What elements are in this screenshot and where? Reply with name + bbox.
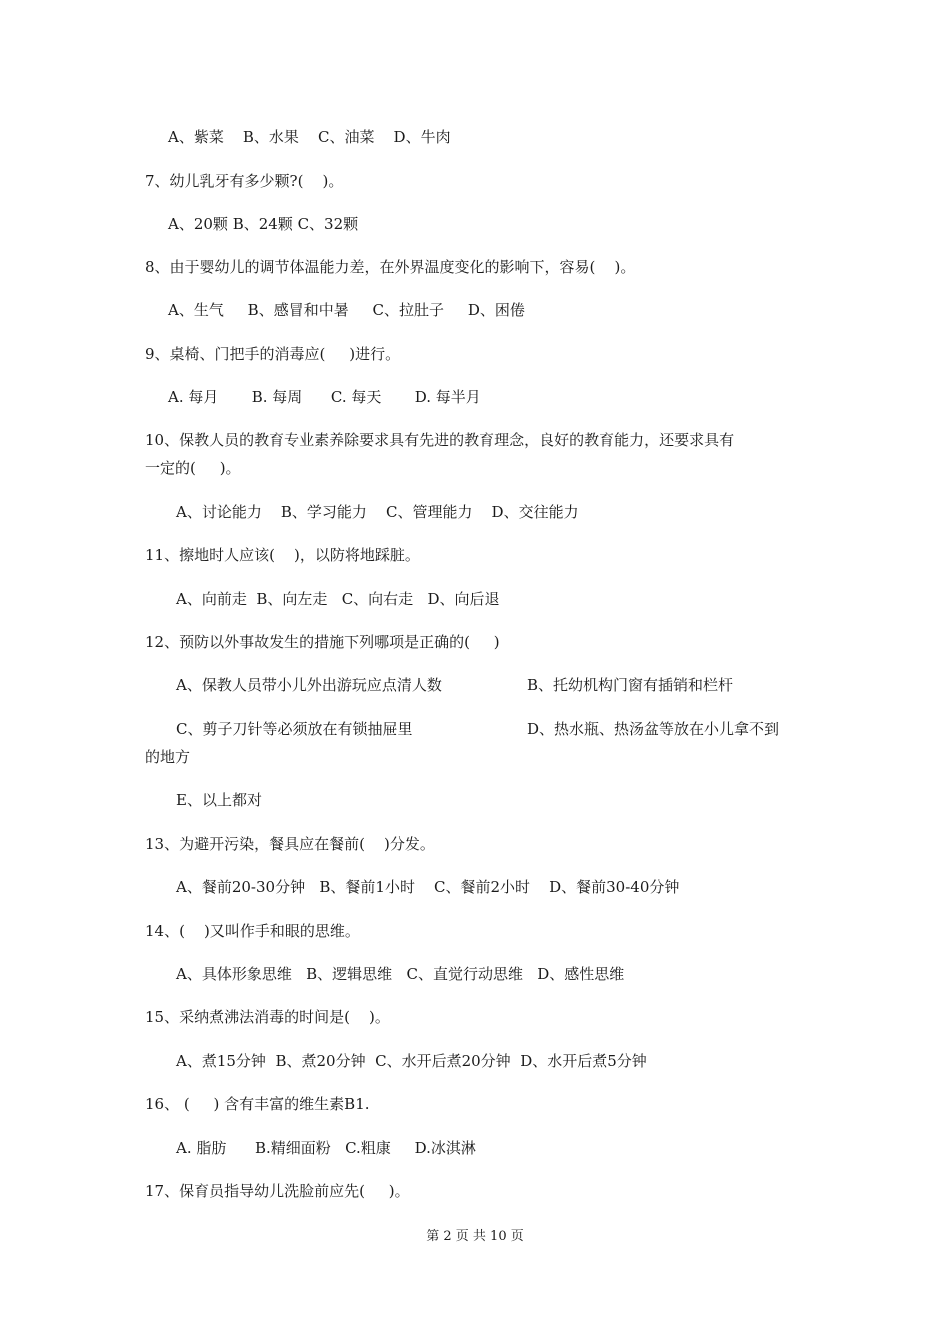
q12-option-a: A、保教人员带小儿外出游玩应点清人数	[176, 676, 442, 694]
q12-option-e: E、以上都对	[176, 791, 262, 809]
question-14: 14、( )又叫作手和眼的思维。	[145, 922, 360, 940]
page-footer: 第 2 页 共 10 页	[426, 1229, 524, 1244]
q6-options: A、紫菜 B、水果 C、油菜 D、牛肉	[168, 128, 451, 146]
q13-options: A、餐前20-30分钟 B、餐前1小时 C、餐前2小时 D、餐前30-40分钟	[176, 878, 680, 896]
q15-options: A、煮15分钟 B、煮20分钟 C、水开后煮20分钟 D、水开后煮5分钟	[176, 1052, 647, 1070]
question-16: 16、 ( ) 含有丰富的维生素B1.	[145, 1095, 370, 1113]
q12-option-c: C、剪子刀针等必须放在有锁抽屉里	[176, 720, 413, 738]
q12-option-d-continuation: 的地方	[145, 748, 191, 766]
question-10-line-1: 10、保教人员的教育专业素养除要求具有先进的教育理念，良好的教育能力，还要求具有	[145, 431, 735, 449]
q8-options: A、生气 B、感冒和中暑 C、拉肚子 D、困倦	[168, 301, 525, 319]
question-13: 13、为避开污染，餐具应在餐前( )分发。	[145, 835, 435, 853]
q12-option-b: B、托幼机构门窗有插销和栏杆	[527, 676, 734, 694]
question-7: 7、幼儿乳牙有多少颗?( )。	[145, 172, 344, 190]
question-12: 12、预防以外事故发生的措施下列哪项是正确的( )	[145, 633, 500, 651]
question-8: 8、由于婴幼儿的调节体温能力差，在外界温度变化的影响下，容易( )。	[145, 258, 636, 276]
q7-options: A、20颗 B、24颗 C、32颗	[168, 215, 359, 233]
question-11: 11、擦地时人应该( )，以防将地踩脏。	[145, 546, 420, 564]
question-17: 17、保育员指导幼儿洗脸前应先( )。	[145, 1182, 410, 1200]
q12-option-d: D、热水瓶、热汤盆等放在小儿拿不到	[527, 720, 780, 738]
question-15: 15、采纳煮沸法消毒的时间是( )。	[145, 1008, 390, 1026]
q9-options: A. 每月 B. 每周 C. 每天 D. 每半月	[168, 388, 481, 406]
q14-options: A、具体形象思维 B、逻辑思维 C、直觉行动思维 D、感性思维	[176, 965, 625, 983]
q16-options: A. 脂肪 B.精细面粉 C.粗康 D.冰淇淋	[176, 1139, 476, 1157]
q10-options: A、讨论能力 B、学习能力 C、管理能力 D、交往能力	[176, 503, 579, 521]
q11-options: A、向前走 B、向左走 C、向右走 D、向后退	[176, 590, 500, 608]
question-10-line-2: 一定的( )。	[145, 459, 241, 477]
question-9: 9、桌椅、门把手的消毒应( )进行。	[145, 345, 401, 363]
